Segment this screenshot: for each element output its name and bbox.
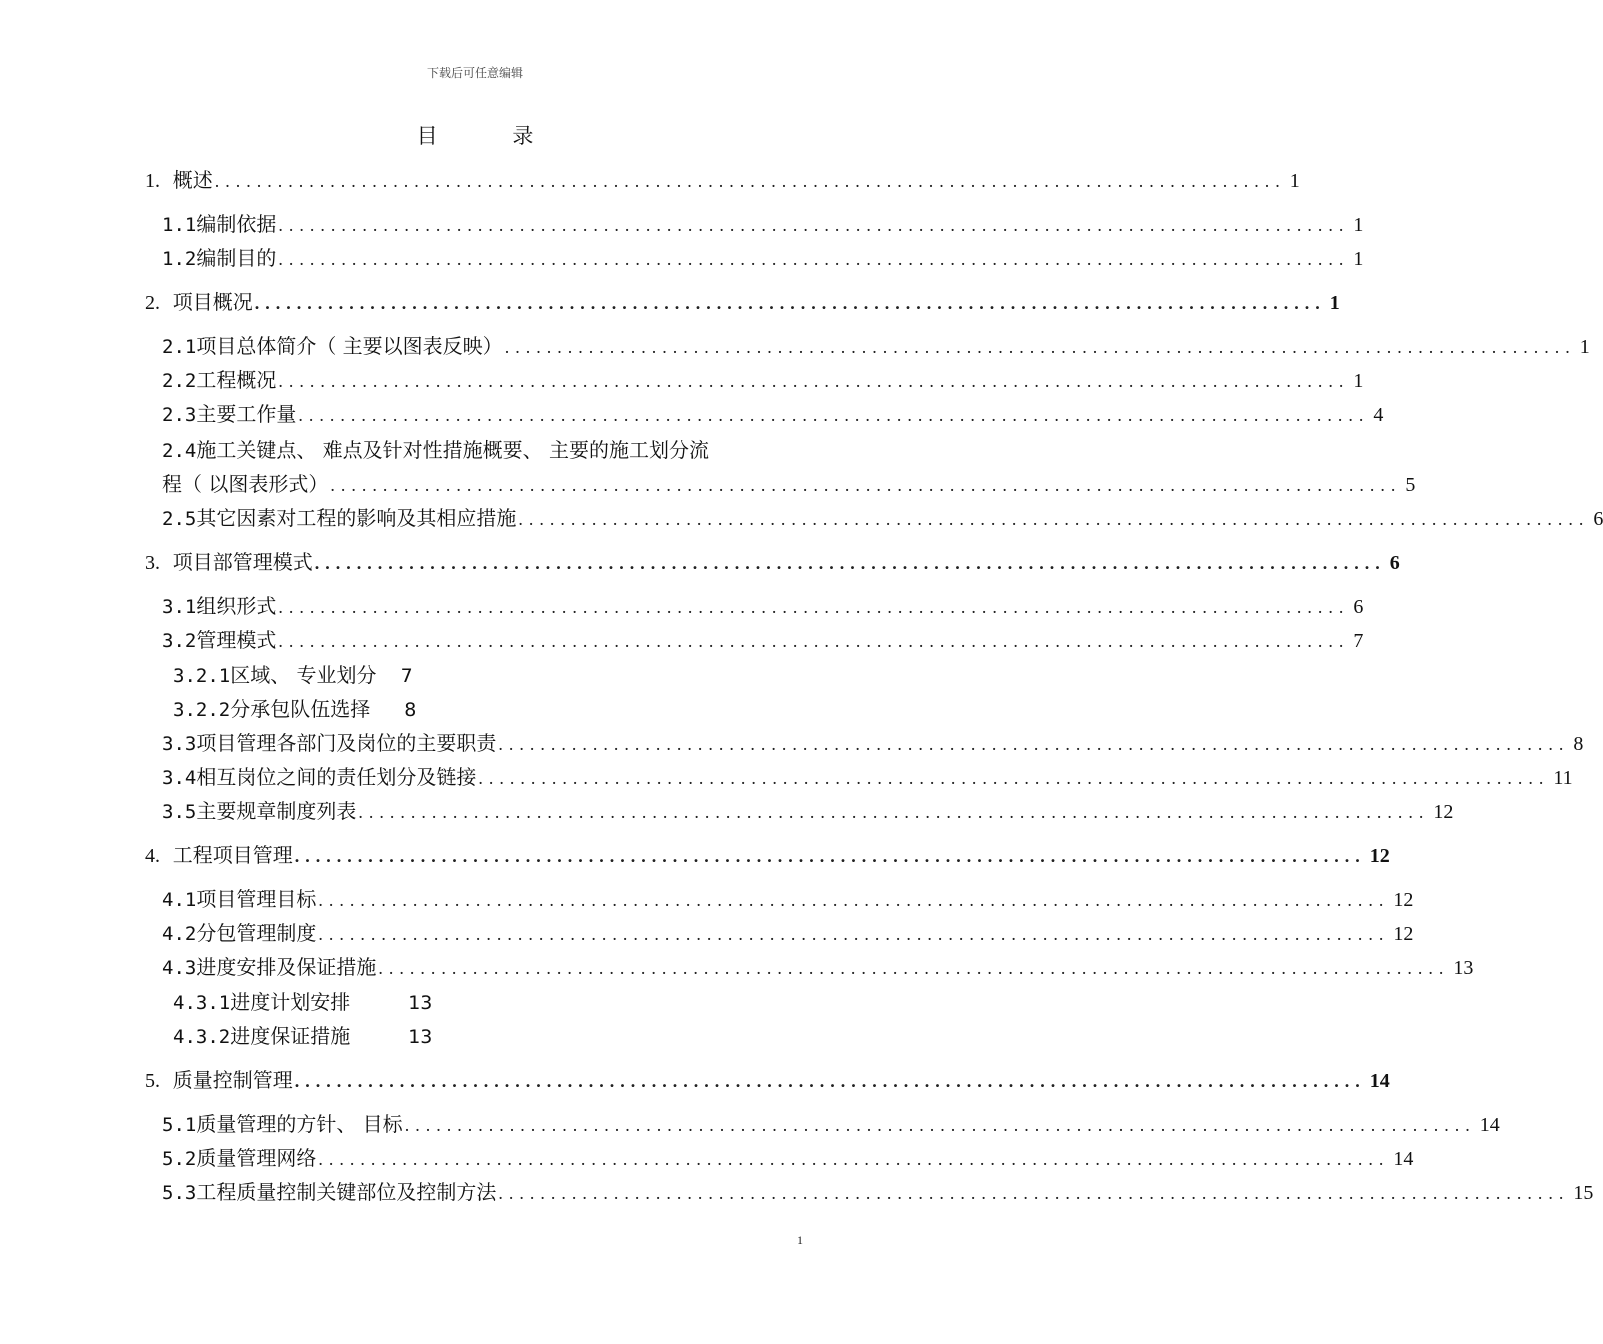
toc-page: 1 [1353, 248, 1364, 270]
toc-label: 主要工作量 [196, 402, 297, 426]
toc-page: 7 [400, 665, 413, 687]
toc-entry-4-1[interactable] [162, 882, 1414, 916]
toc-page: 14 [1479, 1114, 1500, 1136]
toc-page: 1 [1289, 170, 1300, 192]
toc-leader: ...................................................................................................... [404, 1115, 1476, 1135]
toc-entry-3-4[interactable] [162, 760, 1573, 794]
toc-leader: ...................................................................................................... [318, 890, 1390, 910]
toc-number: 5.1 [162, 1114, 197, 1136]
toc-entry-4-3[interactable] [162, 950, 1474, 984]
toc-label: 工程质量控制关键部位及控制方法 [196, 1180, 497, 1204]
toc-leader: ...................................................................................................... [214, 171, 1286, 191]
toc-label: 区域、 专业划分 [230, 663, 377, 687]
toc-label: 分承包队伍选择 [230, 697, 371, 721]
toc-label: 管理模式 [196, 628, 277, 652]
toc-label: 工程项目管理 [172, 843, 293, 867]
toc-number: 3.2.2 [173, 699, 231, 721]
toc-number: 1.2 [162, 248, 197, 270]
toc-leader: ...................................................................................................... [298, 405, 1370, 425]
toc-number: 3.2 [162, 630, 197, 652]
toc-entry-2-4-line2[interactable] [162, 467, 1416, 501]
toc-label: 施工关键点、 难点及针对性措施概要、 主要的施工划分流 [196, 438, 710, 462]
toc-number: 5.2 [162, 1148, 197, 1170]
toc-label: 项目概况 [172, 290, 253, 314]
toc-entry-5-2[interactable] [162, 1141, 1414, 1175]
toc-leader: ...................................................................................................... [330, 475, 1402, 495]
toc-number: 3.2.1 [173, 665, 231, 687]
toc-leader: ...................................................................................................... [498, 1183, 1570, 1203]
toc-label: 编制目的 [196, 246, 277, 270]
toc-page: 13 [1453, 957, 1474, 979]
toc-number: 3. [145, 552, 160, 574]
toc-leader: ...................................................................................................... [278, 215, 1350, 235]
page-number: 1 [797, 1233, 803, 1247]
toc-leader: ...................................................................................................... [294, 1071, 1366, 1091]
toc-page: 11 [1553, 767, 1573, 789]
toc-number: 2.2 [162, 370, 197, 392]
toc-entry-1-2[interactable] [162, 241, 1364, 275]
toc-number: 3.1 [162, 596, 197, 618]
toc-entry-1-1[interactable] [162, 207, 1364, 241]
toc-label: 项目管理目标 [196, 887, 317, 911]
toc-page: 4 [1373, 404, 1384, 426]
toc-page: 8 [404, 699, 417, 721]
toc-number: 2.1 [162, 336, 197, 358]
toc-number: 2.4 [162, 440, 197, 462]
toc-label: 质量控制管理 [172, 1068, 293, 1092]
toc-page: 12 [1369, 845, 1390, 867]
toc-entry-3-1[interactable] [162, 589, 1364, 623]
toc-number: 4.3.2 [173, 1026, 231, 1048]
toc-number: 5. [145, 1070, 160, 1092]
toc-label: 编制依据 [196, 212, 277, 236]
toc-label: 组织形式 [196, 594, 277, 618]
toc-label: 质量管理的方针、 目标 [196, 1112, 403, 1136]
toc-page: 8 [1573, 733, 1584, 755]
toc-number: 2. [145, 292, 160, 314]
toc-entry-2-2[interactable] [162, 363, 1364, 397]
toc-page: 14 [1393, 1148, 1414, 1170]
toc-number: 2.3 [162, 404, 197, 426]
toc-number: 1.1 [162, 214, 197, 236]
toc-entry-3-3[interactable] [162, 726, 1584, 760]
toc-entry-5-3[interactable] [162, 1175, 1594, 1209]
toc-leader: ...................................................................................................... [278, 597, 1350, 617]
toc-leader: ...................................................................................................... [318, 924, 1390, 944]
toc-label: 分包管理制度 [196, 921, 317, 945]
toc-entry-2[interactable] [145, 285, 1340, 319]
toc-number: 2.5 [162, 508, 197, 530]
toc-entry-4-3-2[interactable] [173, 1019, 432, 1053]
toc-entry-4-3-1[interactable] [173, 985, 432, 1019]
toc-entry-3-2-2[interactable] [173, 692, 416, 726]
toc-page: 7 [1353, 630, 1364, 652]
toc-page: 13 [408, 1026, 433, 1048]
toc-page: 5 [1405, 474, 1416, 496]
toc-entry-2-1[interactable] [162, 329, 1590, 363]
toc-number: 1. [145, 170, 160, 192]
toc-leader: ...................................................................................................... [518, 509, 1590, 529]
toc-leader: ...................................................................................................... [294, 846, 1366, 866]
toc-entry-5[interactable] [145, 1063, 1390, 1097]
toc-label: 工程概况 [196, 368, 277, 392]
toc-leader: ...................................................................................................... [378, 958, 1450, 978]
toc-leader: ...................................................................................................... [358, 802, 1430, 822]
toc-page: 6 [1593, 508, 1603, 530]
toc-leader: ...................................................................................................... [278, 249, 1350, 269]
toc-label: 项目部管理模式 [172, 550, 313, 574]
toc-page: 1 [1353, 214, 1364, 236]
toc-label: 进度计划安排 [230, 990, 351, 1014]
toc-label: 概述 [172, 168, 213, 192]
toc-leader: ...................................................................................................... [498, 734, 1570, 754]
toc-leader: ...................................................................................................... [318, 1149, 1390, 1169]
toc-label: 程（ 以图表形式） [162, 472, 329, 496]
toc-entry-3[interactable] [145, 545, 1400, 579]
toc-leader: ...................................................................................................... [478, 768, 1550, 788]
toc-entry-2-3[interactable] [162, 397, 1384, 431]
toc-label: 质量管理网络 [196, 1146, 317, 1170]
toc-label: 进度保证措施 [230, 1024, 351, 1048]
toc-number: 3.4 [162, 767, 197, 789]
toc-label: 其它因素对工程的影响及其相应措施 [196, 506, 517, 530]
toc-label: 项目总体简介（ 主要以图表反映） [196, 334, 503, 358]
toc-page: 13 [408, 992, 433, 1014]
toc-entry-1[interactable] [145, 163, 1300, 197]
toc-page: 1 [1329, 292, 1340, 314]
toc-number: 4.2 [162, 923, 197, 945]
toc-label: 主要规章制度列表 [196, 799, 357, 823]
toc-page: 12 [1393, 923, 1414, 945]
toc-leader: ...................................................................................................... [254, 293, 1326, 313]
toc-entry-3-2[interactable] [162, 623, 1364, 657]
toc-page: 12 [1393, 889, 1414, 911]
toc-page: 1 [1353, 370, 1364, 392]
toc-number: 5.3 [162, 1182, 197, 1204]
toc-page: 1 [1579, 336, 1590, 358]
toc-page: 15 [1573, 1182, 1594, 1204]
toc-number: 3.5 [162, 801, 197, 823]
toc-number: 4.1 [162, 889, 197, 911]
toc-number: 4.3.1 [173, 992, 231, 1014]
toc-leader: ...................................................................................................... [278, 371, 1350, 391]
toc-page: 6 [1353, 596, 1364, 618]
toc-entry-3-2-1[interactable] [173, 658, 413, 692]
toc-entry-2-4-line1[interactable] [162, 433, 805, 468]
toc-number: 3.3 [162, 733, 197, 755]
toc-page: 14 [1369, 1070, 1390, 1092]
toc-entry-5-1[interactable] [162, 1107, 1500, 1141]
toc-label: 进度安排及保证措施 [196, 955, 377, 979]
toc-label: 项目管理各部门及岗位的主要职责 [196, 731, 497, 755]
toc-page: 12 [1433, 801, 1454, 823]
toc-number: 4. [145, 845, 160, 867]
page-header: 下载后可任意编辑 [426, 66, 523, 80]
toc-page: 6 [1389, 552, 1400, 574]
toc-leader: ...................................................................................................... [504, 337, 1576, 357]
toc-entry-3-5[interactable] [162, 794, 1454, 828]
toc-entry-2-5[interactable] [162, 501, 1603, 535]
toc-title: 目 录 [416, 124, 568, 148]
toc-number: 4.3 [162, 957, 197, 979]
toc-leader: ...................................................................................................... [278, 631, 1350, 651]
toc-label: 相互岗位之间的责任划分及链接 [196, 765, 477, 789]
toc-entry-4[interactable] [145, 838, 1390, 872]
toc-entry-4-2[interactable] [162, 916, 1414, 950]
toc-leader: ...................................................................................................... [314, 553, 1386, 573]
